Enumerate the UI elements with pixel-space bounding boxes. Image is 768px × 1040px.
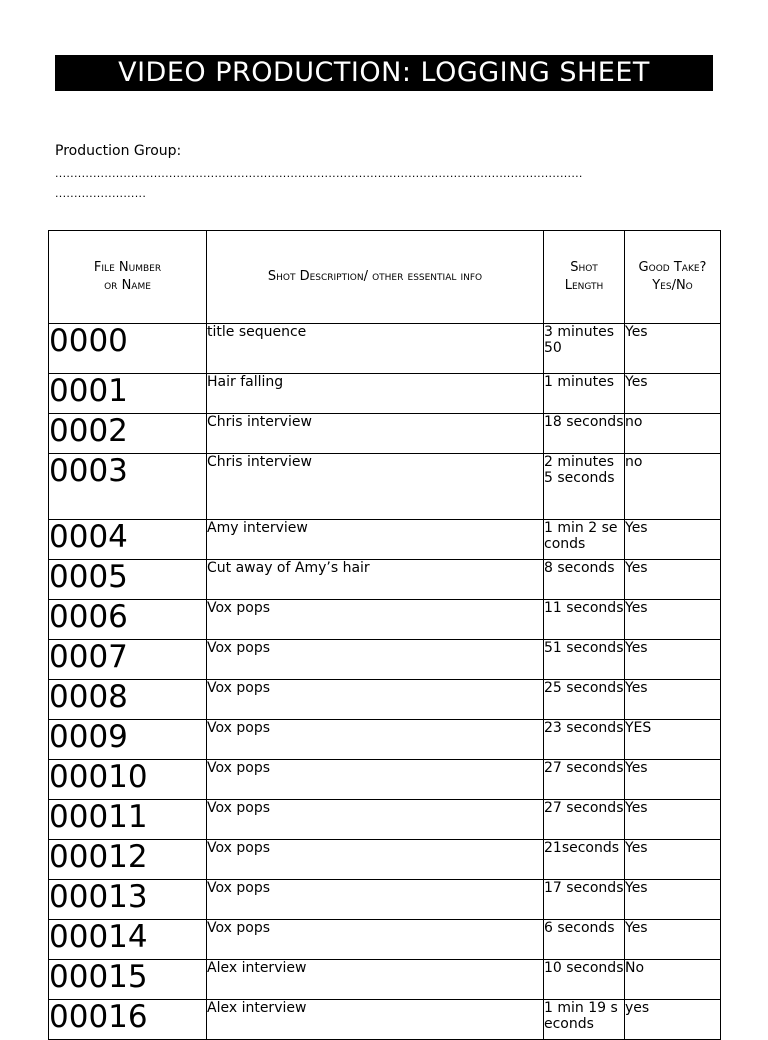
good-take-cell: Yes — [625, 680, 721, 720]
table-row — [49, 414, 721, 454]
length-cell: 11 seconds — [544, 600, 625, 640]
page-title: VIDEO PRODUCTION: LOGGING SHEET — [55, 55, 713, 91]
length-cell: 27 seconds — [544, 800, 625, 840]
good-take-cell: yes — [625, 1000, 721, 1040]
good-take-cell: YES — [625, 720, 721, 760]
file-number-cell: 0006 — [49, 600, 207, 640]
length-cell: 1 min 19 seconds — [544, 1000, 625, 1040]
file-number-cell: 0007 — [49, 640, 207, 680]
table-row — [49, 840, 721, 880]
file-number-cell: 0004 — [49, 520, 207, 560]
length-cell: 17 seconds — [544, 880, 625, 920]
length-cell: 3 minutes 50 — [544, 324, 625, 374]
length-cell: 51 seconds — [544, 640, 625, 680]
length-cell: 21seconds — [544, 840, 625, 880]
length-cell: 2 minutes 5 seconds — [544, 454, 625, 520]
length-cell: 1 minutes — [544, 374, 625, 414]
length-cell: 6 seconds — [544, 920, 625, 960]
description-cell: Alex interview — [207, 1000, 544, 1040]
good-take-cell: No — [625, 960, 721, 1000]
description-cell: Vox pops — [207, 840, 544, 880]
header-description: Shot Description/ other essential info — [207, 231, 544, 324]
good-take-cell: Yes — [625, 800, 721, 840]
good-take-cell: Yes — [625, 600, 721, 640]
table-row — [49, 520, 721, 560]
good-take-cell: Yes — [625, 840, 721, 880]
file-number-cell: 00016 — [49, 1000, 207, 1040]
description-cell: Vox pops — [207, 600, 544, 640]
file-number-cell: 00010 — [49, 760, 207, 800]
file-number-cell: 0001 — [49, 374, 207, 414]
header-length-line2: Length — [564, 278, 604, 293]
description-cell: Vox pops — [207, 720, 544, 760]
good-take-cell: Yes — [625, 324, 721, 374]
file-number-cell: 0002 — [49, 414, 207, 454]
file-number-cell: 0005 — [49, 560, 207, 600]
good-take-cell: Yes — [625, 880, 721, 920]
file-number-cell: 0009 — [49, 720, 207, 760]
production-group-fill-line: ........................................................................................................................................... — [55, 167, 583, 180]
description-cell: Vox pops — [207, 800, 544, 840]
description-cell: Vox pops — [207, 880, 544, 920]
length-cell: 8 seconds — [544, 560, 625, 600]
table-row — [49, 920, 721, 960]
header-row — [49, 231, 721, 324]
length-cell: 18 seconds — [544, 414, 625, 454]
header-length-line1: Shot — [570, 260, 598, 275]
table-row — [49, 374, 721, 414]
description-cell: Vox pops — [207, 760, 544, 800]
description-cell: Cut away of Amy’s hair — [207, 560, 544, 600]
file-number-cell: 0000 — [49, 324, 207, 374]
good-take-cell: Yes — [625, 520, 721, 560]
table-row — [49, 880, 721, 920]
table-row — [49, 324, 721, 374]
file-number-cell: 00014 — [49, 920, 207, 960]
header-file — [49, 231, 207, 324]
good-take-cell: Yes — [625, 760, 721, 800]
description-cell: Vox pops — [207, 680, 544, 720]
logging-table — [48, 230, 721, 1040]
file-number-cell: 00012 — [49, 840, 207, 880]
file-number-cell: 00011 — [49, 800, 207, 840]
header-good-take — [625, 231, 721, 324]
good-take-cell: Yes — [625, 374, 721, 414]
description-cell: Vox pops — [207, 920, 544, 960]
header-file-line1: File Number — [93, 260, 162, 275]
header-good-line2: Yes/No — [652, 278, 693, 293]
header-file-line2: or Name — [104, 278, 151, 293]
file-number-cell: 00015 — [49, 960, 207, 1000]
description-cell: Vox pops — [207, 640, 544, 680]
file-number-cell: 0008 — [49, 680, 207, 720]
table-row — [49, 680, 721, 720]
length-cell: 27 seconds — [544, 760, 625, 800]
description-cell: Alex interview — [207, 960, 544, 1000]
table-row — [49, 640, 721, 680]
good-take-cell: Yes — [625, 920, 721, 960]
table-row — [49, 454, 721, 520]
header-good-line1: Good Take? — [638, 260, 707, 275]
table-row — [49, 800, 721, 840]
file-number-cell: 0003 — [49, 454, 207, 520]
good-take-cell: Yes — [625, 640, 721, 680]
good-take-cell: no — [625, 414, 721, 454]
description-cell: Hair falling — [207, 374, 544, 414]
header-length — [544, 231, 625, 324]
table-row — [49, 600, 721, 640]
production-group-fill-line-2: ........................ — [55, 187, 147, 200]
table-row — [49, 1000, 721, 1040]
file-number-cell: 00013 — [49, 880, 207, 920]
description-cell: Chris interview — [207, 414, 544, 454]
description-cell: Amy interview — [207, 520, 544, 560]
production-group-label: Production Group: — [55, 143, 182, 159]
description-cell: Chris interview — [207, 454, 544, 520]
table-row — [49, 960, 721, 1000]
good-take-cell: no — [625, 454, 721, 520]
table-row — [49, 560, 721, 600]
length-cell: 23 seconds — [544, 720, 625, 760]
good-take-cell: Yes — [625, 560, 721, 600]
length-cell: 1 min 2 seconds — [544, 520, 625, 560]
table-row — [49, 720, 721, 760]
table-row — [49, 760, 721, 800]
length-cell: 10 seconds — [544, 960, 625, 1000]
length-cell: 25 seconds — [544, 680, 625, 720]
description-cell: title sequence — [207, 324, 544, 374]
table-body — [49, 324, 721, 1040]
